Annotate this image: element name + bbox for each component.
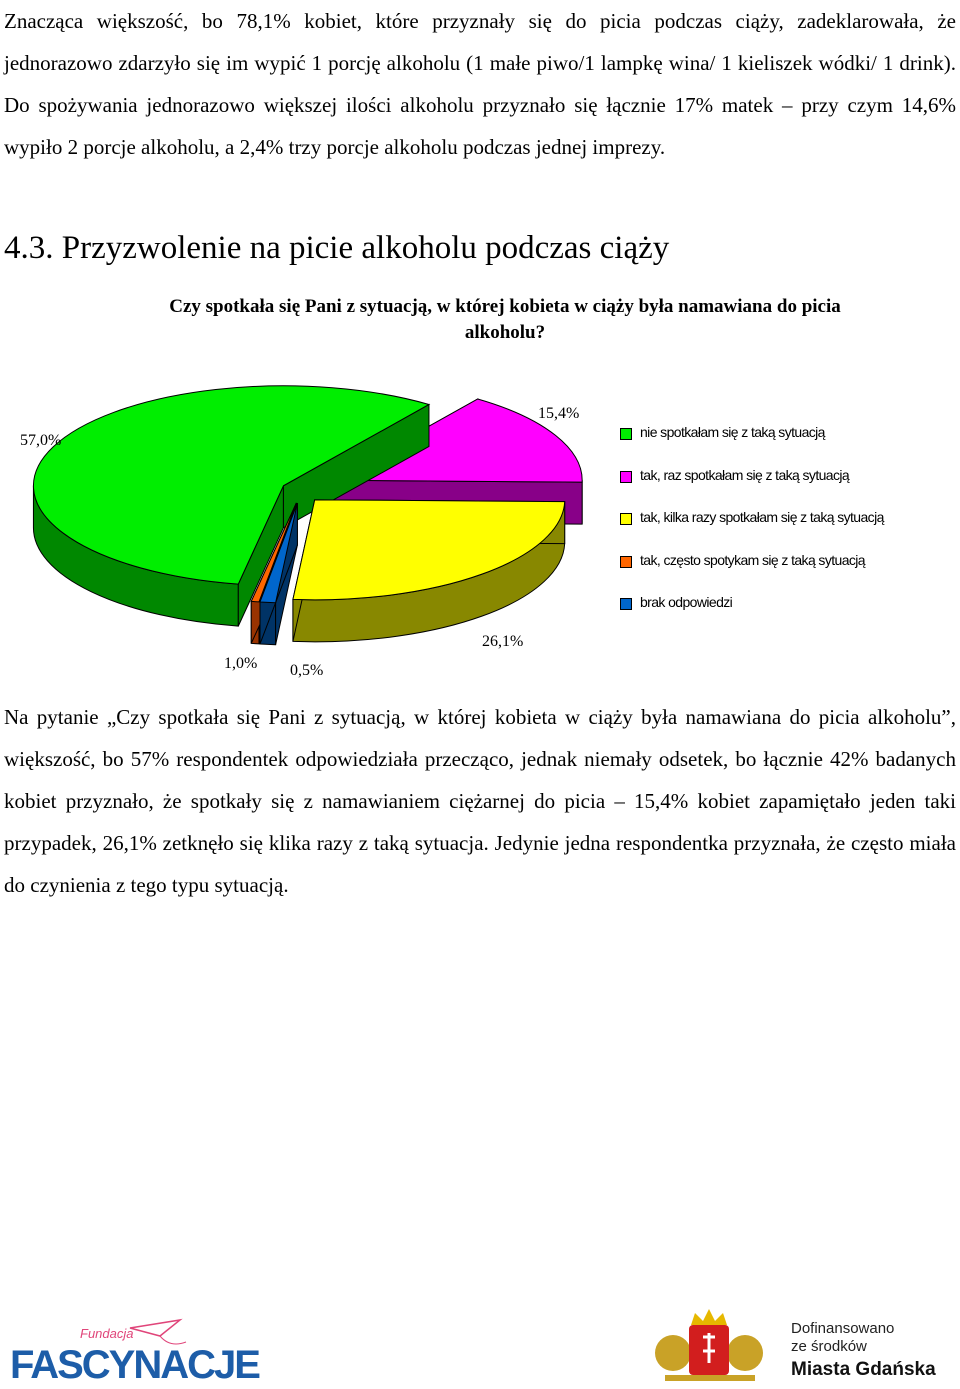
legend-label: nie spotkałam się z taką sytuacją xyxy=(640,424,825,440)
funding-line1: Dofinansowano xyxy=(791,1320,895,1337)
legend-label: brak odpowiedzi xyxy=(640,594,733,610)
gdansk-coat-of-arms-icon xyxy=(655,1309,763,1381)
legend-label: tak, raz spotkałam się z taką sytuacją xyxy=(640,466,850,483)
legend-label: tak, kilka razy spotkałam się z taką sytuacją xyxy=(640,509,884,525)
logo-small-text: Fundacja xyxy=(80,1326,134,1341)
chart-title: Czy spotkała się Pani z sytuacją, w której kobieta w ciąży była namawiana do picia alkoholu? xyxy=(169,296,841,343)
funding-line3: Miasta Gdańska xyxy=(791,1359,936,1380)
pie-chart xyxy=(0,370,620,690)
logo-main-text: FASCYNACJE xyxy=(10,1343,259,1387)
section-title: 4.3. Przyzwolenie na picie alkoholu podczas ciąży xyxy=(4,230,670,266)
slice-value-label: 0,5% xyxy=(290,662,324,679)
pie-slices xyxy=(33,386,582,645)
legend-item xyxy=(620,509,950,552)
legend-swatch xyxy=(620,428,632,440)
funding-line2: ze środków xyxy=(791,1338,867,1355)
gdansk-funding-logo xyxy=(645,1303,955,1385)
legend-item xyxy=(620,424,950,467)
slice-value-label: 15,4% xyxy=(538,405,580,422)
slice-value-label: 26,1% xyxy=(482,633,524,650)
legend-swatch xyxy=(620,598,632,610)
summary-paragraph: Na pytanie „Czy spotkała się Pani z sytuacją, w której kobieta w ciąży była namawiana do picia alkoholu”, większość, bo 57% respondentek odpowiedziała przecząco, jednak niemały odsetek, bo łącznie 42% badanych kobiet przyznało, że spotkały się z namawianiem ciężarnej do picia – 15,4% kobiet zapamiętało jeden taki przypadek, 26,1% zetknęło się klika razy z taką sytuacja. Jedynie jedna respondentka przyznała, że często miała do czynienia z tego typu sytuacją. xyxy=(4,705,956,897)
kite-icon xyxy=(130,1320,180,1336)
fascynacje-logo xyxy=(10,1318,259,1387)
slice-value-label: 57,0% xyxy=(20,432,62,449)
legend-item xyxy=(620,552,950,595)
legend-label: tak, często spotykam się z taką sytuacją xyxy=(640,551,865,568)
slice-value-label: 1,0% xyxy=(224,655,258,672)
intro-paragraph: Znacząca większość, bo 78,1% kobiet, które przyznały się do picia podczas ciąży, zadeklarowała, że jednorazowo zdarzyło się im wypić 1 porcję alkoholu (1 małe piwo/1 lampkę wina/ 1 kieliszek wódki/ 1 drink). Do spożywania jednorazowo większej ilości alkoholu przyznało się łącznie 17% matek – przy czym 14,6% wypiło 2 porcje alkoholu, a 2,4% trzy porcje alkoholu podczas jednej imprezy. xyxy=(4,9,956,159)
legend-swatch xyxy=(620,513,632,525)
legend-swatch xyxy=(620,471,632,483)
legend-item xyxy=(620,594,950,637)
legend-swatch xyxy=(620,556,632,568)
chart-legend xyxy=(620,424,950,637)
legend-item xyxy=(620,467,950,510)
